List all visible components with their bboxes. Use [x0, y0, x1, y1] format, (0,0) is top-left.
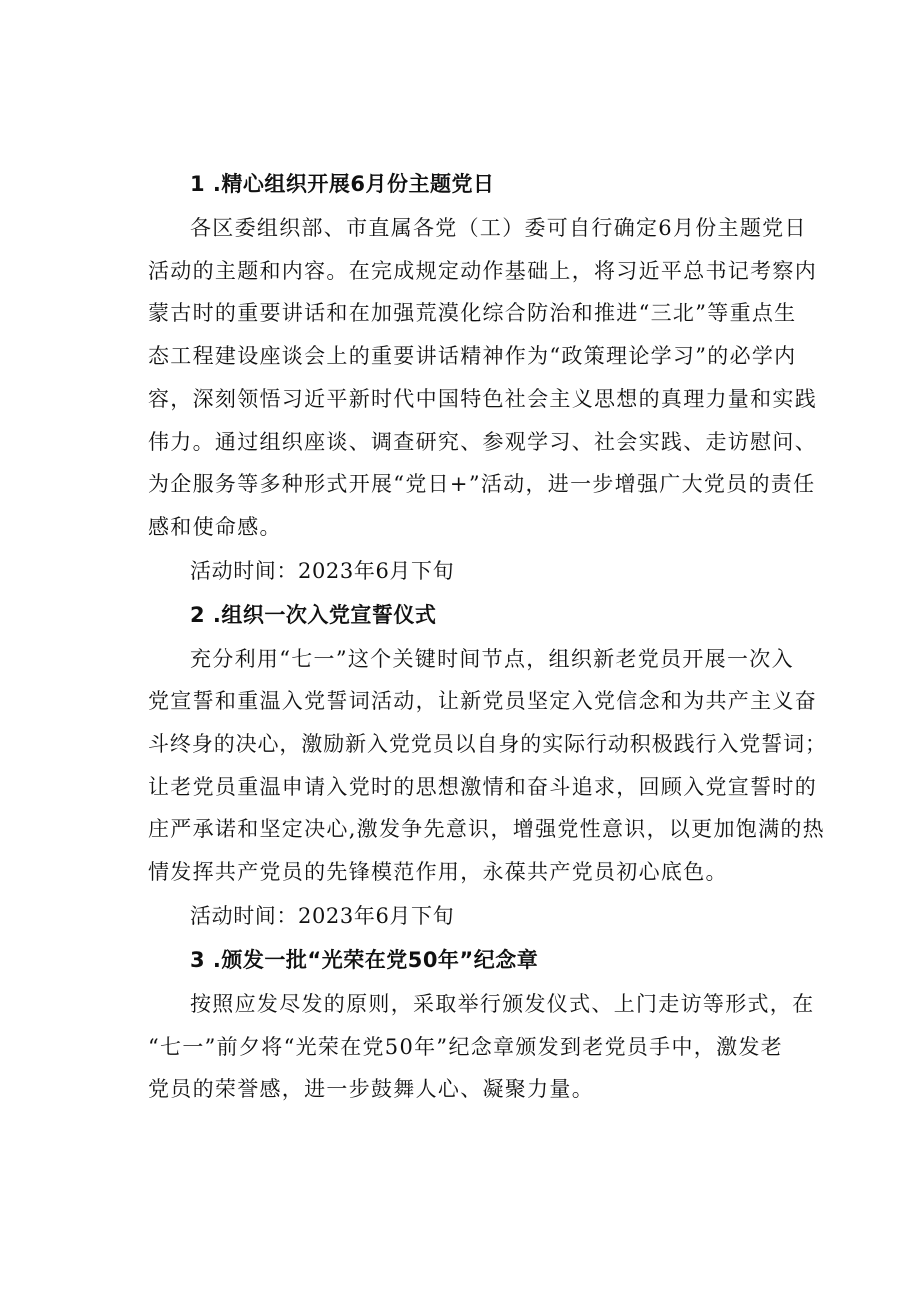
paragraph-line: 党宣誓和重温入党誓词活动，让新党员坚定入党信念和为共产主义奋: [148, 689, 817, 714]
section-1-activity-time: 活动时间：2023年6月下旬: [190, 558, 455, 583]
paragraph-line: 充分利用“七一”这个关键时间节点，组织新老党员开展一次入: [190, 646, 794, 671]
section-1-heading: 1 .精心组织开展6月份主题党日: [190, 172, 495, 196]
paragraph-line: 情发挥共产党员的先锋模范作用，永葆共产党员初心底色。: [148, 860, 728, 885]
paragraph-line: 伟力。通过组织座谈、调查研究、参观学习、社会实践、走访慰问、: [148, 429, 817, 454]
paragraph-line: “七一”前夕将“光荣在党50年”纪念章颁发到老党员手中，激发老: [148, 1034, 783, 1059]
paragraph-line: 为企服务等多种形式开展“党日+”活动，进一步增强广大党员的责任: [148, 472, 816, 497]
paragraph-line: 感和使命感。: [148, 514, 282, 539]
paragraph-line: 各区委组织部、市直属各党（工）委可自行确定6月份主题党日: [190, 216, 807, 240]
paragraph-line: 蒙古时的重要讲话和在加强荒漠化综合防治和推进“三北”等重点生: [148, 301, 797, 326]
paragraph-line: 庄严承诺和坚定决心,激发争先意识，增强党性意识，以更加饱满的热: [148, 817, 825, 842]
document-body: [148, 163, 827, 1111]
section-3-paragraph: [148, 983, 815, 1111]
paragraph-line: 态工程建设座谈会上的重要讲话精神作为“政策理论学习”的必学内: [148, 344, 797, 369]
section-1-paragraph: [148, 207, 817, 549]
paragraph-line: 让老党员重温申请入党时的思想激情和奋斗追求，回顾入党宣誓时的: [148, 774, 817, 799]
section-2-activity-time: 活动时间：2023年6月下旬: [190, 903, 455, 928]
paragraph-line: 按照应发尽发的原则，采取举行颁发仪式、上门走访等形式，在: [190, 991, 815, 1016]
section-3-heading: 3 .颁发一批“光荣在党50年”纪念章: [190, 947, 539, 972]
paragraph-line: 容，深刻领悟习近平新时代中国特色社会主义思想的真理力量和实践: [148, 386, 817, 411]
paragraph-line: 党员的荣誉感，进一步鼓舞人心、凝聚力量。: [148, 1077, 594, 1102]
paragraph-line: 活动的主题和内容。在完成规定动作基础上，将习近平总书记考察内: [148, 258, 817, 283]
paragraph-line: 斗终身的决心，激励新入党党员以自身的实际行动积极践行入党誓词；: [148, 732, 827, 757]
section-2-paragraph: [148, 638, 827, 894]
section-2-heading: 2 .组织一次入党宣誓仪式: [190, 602, 437, 627]
